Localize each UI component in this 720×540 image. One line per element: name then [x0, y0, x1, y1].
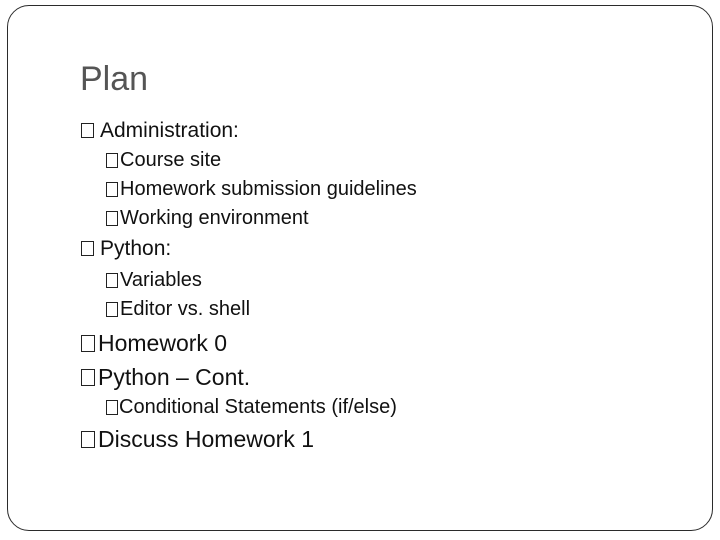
bullet-text: Homework submission guidelines: [120, 178, 417, 200]
bullet-course-site: [106, 150, 221, 170]
bullet-box-icon: [81, 369, 95, 386]
bullet-box-icon: [106, 182, 118, 197]
bullet-text: Homework 0: [98, 330, 228, 356]
slide-title: Plan: [80, 60, 149, 98]
bullet-text: Discuss Homework 1: [98, 426, 314, 452]
bullet-python-cont: [81, 366, 250, 389]
bullet-box-icon: [106, 211, 118, 226]
bullet-box-icon: [106, 273, 118, 288]
bullet-box-icon: [81, 335, 95, 352]
bullet-text: Working environment: [120, 207, 309, 229]
bullet-text: Python:: [100, 237, 172, 260]
bullet-box-icon: [106, 400, 118, 415]
bullet-box-icon: [106, 153, 118, 168]
bullet-discuss-homework-1: [81, 428, 314, 451]
bullet-box-icon: [81, 123, 94, 138]
bullet-box-icon: [106, 302, 118, 317]
bullet-conditional-statements: [106, 397, 397, 417]
bullet-text: Course site: [120, 149, 222, 171]
bullet-python: [81, 238, 171, 259]
bullet-text: Variables: [120, 269, 202, 291]
bullet-text: Conditional Statements (if/else): [119, 396, 397, 418]
bullet-text: Administration:: [100, 119, 239, 142]
bullet-text: Editor vs. shell: [120, 298, 251, 320]
bullet-working-environment: [106, 208, 309, 228]
bullet-homework-submission-guidelines: [106, 179, 417, 199]
bullet-box-icon: [81, 241, 94, 256]
bullet-text: Python – Cont.: [98, 364, 251, 390]
bullet-homework-0: [81, 332, 227, 355]
bullet-box-icon: [81, 431, 95, 448]
bullet-variables: [106, 270, 202, 290]
bullet-administration: [81, 120, 239, 141]
bullet-editor-vs-shell: [106, 299, 250, 319]
